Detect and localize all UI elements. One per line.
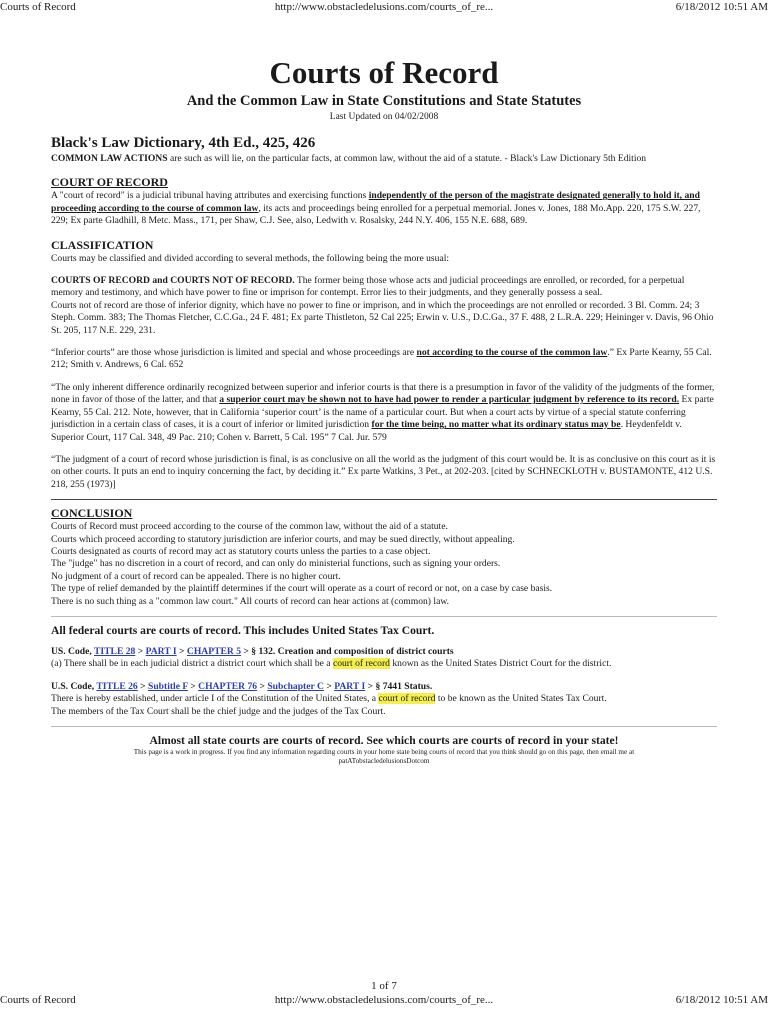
print-footer xyxy=(0,993,768,1007)
classification-para-4: “The judgment of a court of record whose jurisdiction is final, is as conclusive on all the world as the judgment of this court would be. It is as conclusive on this court as it is on other courts. It puts an end to inquiry concerning the fact, by deciding it.” Ex parte Watkins, 3 Pet., at 202-203. [cited by SCHNECKLOTH v. BUSTAMONTE, 412 U.S. 218, 255 (1973)] xyxy=(51,453,716,490)
page-title: Courts of Record xyxy=(269,55,499,90)
title-28-link[interactable]: TITLE 28 xyxy=(94,645,136,657)
conclusion-line: The type of relief demanded by the plaintiff determines if the court will operate as a court of record or not, on a case by case basis. xyxy=(51,583,553,595)
header-title: Courts of Record xyxy=(0,1,76,13)
print-header xyxy=(0,0,768,14)
subchapter-c-link[interactable]: Subchapter C xyxy=(267,680,324,692)
subtitle-f-link[interactable]: Subtitle F xyxy=(148,680,188,692)
page-number: 1 of 7 xyxy=(371,980,397,992)
header-url: http://www.obstacledelusions.com/courts_of_re... xyxy=(274,1,494,13)
chapter-76-link[interactable]: CHAPTER 76 xyxy=(198,680,258,692)
classification-para-1: COURTS OF RECORD and COURTS NOT OF RECORD. The former being those whose acts and judicial proceedings are enrolled, or recorded, for a perpetual memory and testimony, and which have power to fine or imprison for contempt. Error lies to their judgments, and they generally possess a seal. xyxy=(51,275,685,299)
title-26-link[interactable]: TITLE 26 xyxy=(96,680,138,692)
classification-para-2: “Inferior courts” are those whose jurisdiction is limited and special and whose proceedings are not according to the course of the common law.” Ex Parte Kearny, 55 Cal. 212; Smith v. Andrews, 6 Cal. 652 xyxy=(51,347,712,371)
conclusion-line: There is no such thing as a "common law court." All courts of record can hear actions at (common) law. xyxy=(51,595,450,607)
last-updated: Last Updated on 04/02/2008 xyxy=(329,112,439,122)
divider xyxy=(51,499,717,500)
blacks-heading: Black's Law Dictionary, 4th Ed., 425, 426 xyxy=(51,135,316,151)
usc-26-text-2: The members of the Tax Court shall be the chief judge and the judges of the Tax Court. xyxy=(51,705,386,717)
divider xyxy=(51,616,717,617)
conclusion-line: Courts which proceed according to statutory jurisdiction are inferior courts, and may be sued directly, without appealing. xyxy=(51,533,515,545)
chapter-5-link[interactable]: CHAPTER 5 xyxy=(186,645,242,657)
classification-para-1-cont: Courts not of record are those of inferior dignity, which have no power to fine or imprison, and in which the proceedings are not enrolled or recorded. 3 Bl. Comm. 24; 3 Steph. Comm. 383; The Thomas Fletcher, C.C.Ga., 24 F. 481; Ex parte Thistleton, 52 Cal 225; Erwin v. U.S., D.C.Ga., 37 F. 488, 2 L.R.A. 229; Heininger v. Davis, 96 Ohio St. 205, 117 N.E. 229, 231. xyxy=(51,299,714,336)
court-of-record-definition: A "court of record" is a judicial tribunal having attributes and exercising functions independently of the person of the magistrate designated generally to hold it, and proceeding according to the course of common law, its acts and proceedings being enrolled for a perpetual memorial. Jones v. Jones, 188 Mo.App. 220, 175 S.W. 227, 229; Ex parte Gladhill, 8 Metc. Mass., 171, per Shaw, C.J. See, also, Ledwith v. Rosalsky, 244 N.Y. 406, 155 N.E. 688, 689. xyxy=(51,190,701,227)
court-of-record-heading: COURT OF RECORD xyxy=(51,175,168,190)
conclusion-line: Courts of Record must proceed according to the course of the common law, without the aid of a statute. xyxy=(51,521,448,533)
footer-title: Courts of Record xyxy=(0,994,76,1006)
conclusion-heading: CONCLUSION xyxy=(51,506,133,521)
document-body xyxy=(51,50,717,766)
part-i-link[interactable]: PART I xyxy=(334,680,366,692)
footer-url: http://www.obstacledelusions.com/courts_of_re... xyxy=(274,994,494,1006)
footer-datetime: 6/18/2012 10:51 AM xyxy=(675,994,768,1006)
conclusion-line: No judgment of a court of record can be appealed. There is no higher court. xyxy=(51,570,341,582)
classification-intro: Courts may be classified and divided according to several methods, the following being the more usual: xyxy=(51,252,450,264)
usc-28-text: (a) There shall be in each judicial district a district court which shall be a court of record known as the United States District Court for the district. xyxy=(51,658,612,670)
highlight-court-of-record: court of record xyxy=(332,658,390,670)
conclusion-line: Courts designated as courts of record may act as statutory courts unless the parties to a case object. xyxy=(51,545,431,557)
conclusion-line: The "judge" has no discretion in a court of record, and can only do ministerial functions, such as signing your orders. xyxy=(51,558,501,570)
cla-term: COMMON LAW ACTIONS xyxy=(51,153,168,164)
part-i-link[interactable]: PART I xyxy=(145,645,177,657)
classification-heading: CLASSIFICATION xyxy=(51,237,154,252)
usc-26-citation: U.S. Code, TITLE 26 > Subtitle F > CHAPTER 76 > Subchapter C > PART I > § 7441 Status. xyxy=(51,680,433,692)
state-courts-heading: Almost all state courts are courts of record. See which courts are courts of record in your state! xyxy=(149,734,619,747)
usc-28-citation: US. Code, TITLE 28 > PART I > CHAPTER 5 > § 132. Creation and composition of district courts xyxy=(51,645,454,657)
classification-para-3: “The only inherent difference ordinarily recognized between superior and inferior courts is that there is a presumption in favor of the validity of the judgments of the former, none in favor of those of the latter, and that a superior court may be shown not to have had power to render a particular judgment by reference to its record. Ex parte Kearny, 55 Cal. 212. Note, however, that in California ‘superior court’ is the name of a particular court. But when a court acts by virtue of a special statute conferring jurisdiction in a certain class of cases, it is a court of inferior or limited jurisdiction for the time being, no matter what its ordinary status may be. Heydenfeldt v. Superior Court, 117 Cal. 348, 49 Pac. 210; Cohen v. Barrett, 5 Cal. 195” 7 Cal. Jur. 579 xyxy=(51,381,715,443)
header-datetime: 6/18/2012 10:51 AM xyxy=(675,1,768,13)
common-law-actions-definition: COMMON LAW ACTIONS are such as will lie, on the particular facts, at common law, without the aid of a statute. - Black's Law Dictionary 5th Edition xyxy=(51,153,647,164)
contact-email: patATobstacledelusionsDotcom xyxy=(338,757,430,765)
federal-heading: All federal courts are courts of record. This includes United States Tax Court. xyxy=(51,623,435,637)
work-in-progress-note: This page is a work in progress. If you find any information regarding courts in your home state being courts of record that you think should go on this page, then email me at xyxy=(133,748,635,756)
highlight-court-of-record: court of record xyxy=(378,693,436,705)
page-subtitle: And the Common Law in State Constitutions and State Statutes xyxy=(186,93,582,109)
divider xyxy=(51,726,717,727)
usc-26-text: There is hereby established, under article I of the Constitution of the United States, a court of record to be known as the United States Tax Court. xyxy=(51,693,607,705)
